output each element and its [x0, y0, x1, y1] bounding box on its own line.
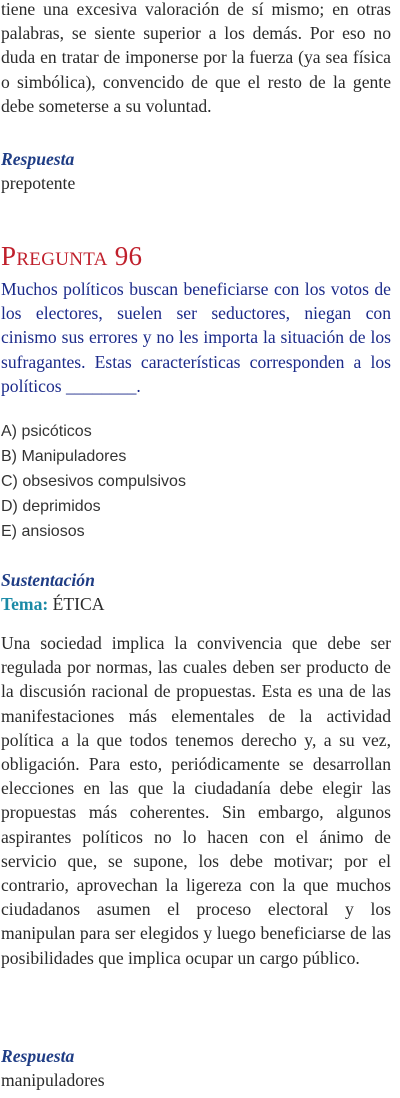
tema-label: Tema:	[1, 594, 49, 614]
intro-paragraph: tiene una excesiva valoración de sí mismo; en otras palabras, se siente superior a los demás. Por eso no duda en tratar de imponerse por la fuerza (ya sea física o simbólica), convencido de que el resto de la gente debe someterse a su voluntad.	[1, 0, 391, 116]
sustentacion-text: Una sociedad implica la convivencia que debe ser regulada por normas, las cuales deben ser producto de la discusión racional de propuestas. Esta es una de las manifestaciones más elementales de la actividad política a la que todos tenemos derecho y, a su vez, obligación. Para esto, periódicamente se desarrollan elecciones en las que la ciudadanía debe elegir las propuestas más coherentes. Sin embargo, algunos aspirantes políticos no lo hacen con el ánimo de servicio que, se supone, los debe motivar; por el contrario, aprovechan la ligereza con la que muchos ciudadanos asumen el proceso electoral y los manipulan para ser elegidos y luego beneficiarse de las posibilidades que implica ocupar un cargo público.	[1, 633, 391, 968]
final-answer-value: manipuladores	[1, 1070, 105, 1090]
tema-value: ÉTICA	[52, 594, 105, 614]
answer-heading: Respuesta	[1, 149, 75, 169]
previous-answer-block	[1, 147, 391, 195]
option-a: A) psicóticos	[1, 423, 92, 440]
question-text: Muchos políticos buscan beneficiarse con los votos de los electores, suelen ser seductores, niegan con cinismo sus errores y no les importa la situación de los sufragantes. Estas características corresponden a los políticos ________.	[1, 279, 391, 396]
options-list	[1, 419, 186, 544]
tema-line	[1, 592, 391, 616]
sustentacion-heading: Sustentación	[1, 570, 95, 590]
option-d: D) deprimidos	[1, 498, 101, 516]
question-title: Pregunta 96	[1, 241, 143, 271]
option-b: B) Manipuladores	[1, 448, 127, 466]
final-answer-heading: Respuesta	[1, 1046, 75, 1066]
sustentacion-block	[1, 568, 391, 616]
option-e: E) ansiosos	[1, 523, 85, 541]
final-answer-block	[1, 1044, 391, 1092]
answer-value: prepotente	[1, 173, 76, 193]
option-c: C) obsesivos compulsivos	[1, 473, 186, 491]
